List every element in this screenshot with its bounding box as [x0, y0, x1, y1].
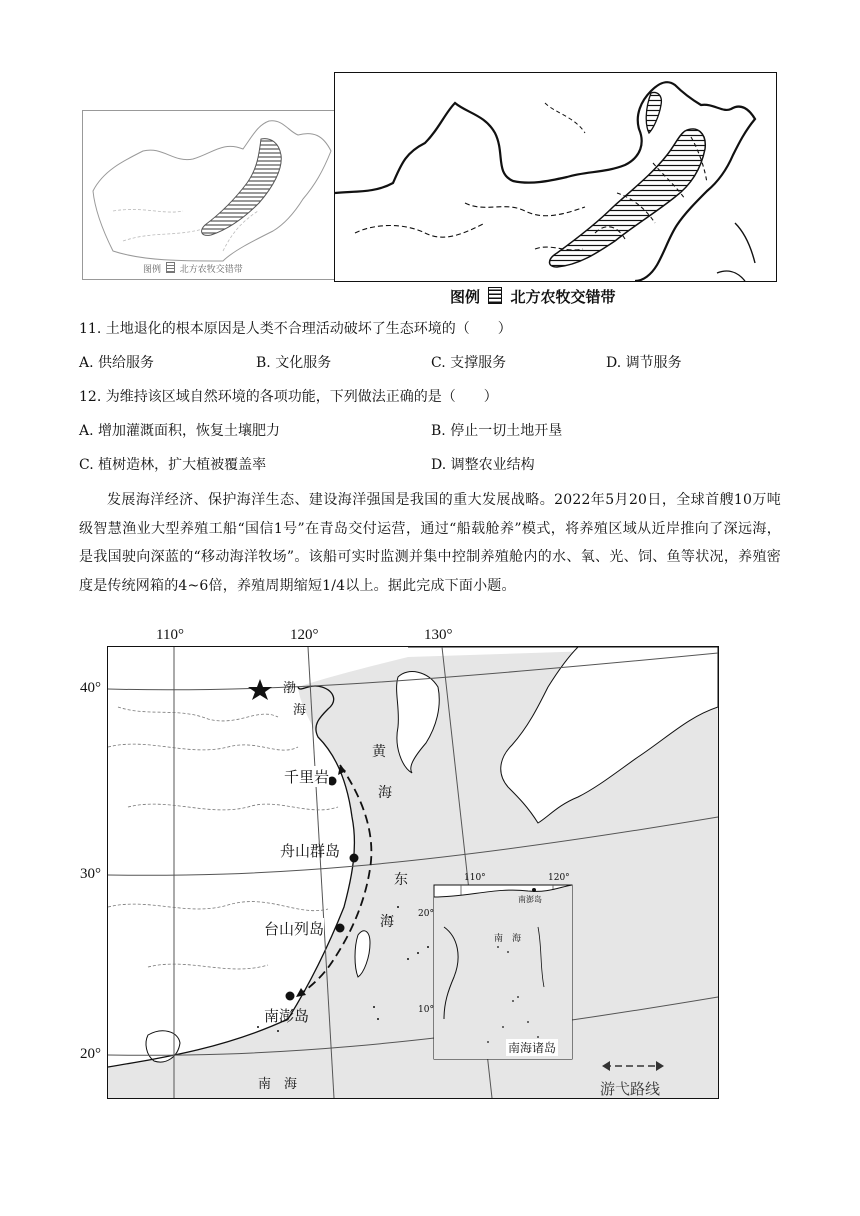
lat-30: 30° — [80, 866, 101, 882]
zhoushan-label: 舟山群岛 — [280, 842, 341, 860]
q11-option-b: B. 文化服务 — [256, 355, 332, 371]
small-map-legend — [143, 262, 243, 275]
huanghai-label-2: 海 — [378, 785, 392, 801]
question-stem: 为维持该区域自然环境的各项功能，下列做法正确的是（ ） — [105, 389, 498, 405]
sea-map-figure — [108, 647, 718, 1098]
small-map-figure — [83, 111, 345, 279]
q12-option-d: D. 调整农业结构 — [431, 457, 535, 473]
taishan-dot — [336, 924, 345, 933]
lon-130: 130° — [424, 627, 453, 643]
passage: 发展海洋经济、保护海洋生态、建设海洋强国是我国的重大发展战略。2022年5月20日，全球首艘10万吨级智慧渔业大型养殖工船“国信1号”在青岛交付运营，通过“船载舱养”模式，将养殖区域从近岸推向了深远海，是我国驶向深蓝的“移动海洋牧场”。该船可实时监测并集中控制养殖舱内的水、氧、光、饲、鱼等状况，养殖密度是传统网箱的4~6倍，养殖周期缩短1/4以上。据此完成下面小题。 — [79, 492, 781, 594]
big-legend-item: 北方农牧交错带 — [510, 288, 616, 306]
big-map-figure — [335, 73, 776, 281]
small-legend-label: 图例 — [143, 265, 162, 275]
question-number: 12. — [79, 389, 102, 405]
inset-sea-label: 南 海 — [494, 934, 522, 944]
q12-option-b: B. 停止一切土地开垦 — [431, 423, 563, 439]
q12-option-c: C. 植树造林，扩大植被覆盖率 — [79, 457, 267, 473]
inset-lat-20: 20° — [418, 909, 434, 919]
q11-option-a: A. 供给服务 — [79, 355, 155, 371]
q11-option-c: C. 支撑服务 — [431, 355, 507, 371]
inset-lon-120: 120° — [548, 873, 570, 883]
big-legend-label: 图例 — [450, 288, 481, 306]
small-legend-item: 北方农牧交错带 — [179, 265, 243, 275]
taishan-label: 台山列岛 — [264, 920, 325, 938]
bohai-label-2: 海 — [293, 703, 307, 718]
donghai-label-1: 东 — [394, 872, 408, 888]
qianliyan-label: 千里岩 — [284, 768, 330, 786]
lon-110: 110° — [156, 627, 184, 643]
question-12 — [79, 387, 498, 407]
inset-lon-110: 110° — [464, 873, 486, 883]
big-map-legend — [450, 286, 616, 307]
inset-lat-10: 10° — [418, 1005, 434, 1015]
route-legend-label: 游弋路线 — [600, 1080, 661, 1098]
nanhai-label: 南 海 — [258, 1077, 298, 1092]
inset-nanpeng-label: 南澎岛 — [518, 895, 542, 904]
question-11 — [79, 319, 512, 339]
bohai-label-1: 渤 — [283, 681, 297, 696]
inset-title: 南海诸岛 — [508, 1041, 557, 1055]
question-stem: 土地退化的根本原因是人类不合理活动破坏了生态环境的（ ） — [105, 321, 512, 337]
question-number: 11. — [79, 321, 102, 337]
donghai-label-2: 海 — [380, 914, 394, 930]
lon-120: 120° — [290, 627, 319, 643]
q11-option-d: D. 调节服务 — [606, 355, 682, 371]
small-map — [82, 110, 346, 280]
farming-pastoral-map — [334, 72, 777, 282]
nanpeng-label: 南澎岛 — [264, 1007, 310, 1025]
small-legend-swatch — [166, 262, 175, 273]
sea-map — [107, 646, 719, 1099]
big-legend-swatch — [488, 287, 502, 304]
lat-40: 40° — [80, 680, 101, 696]
zhoushan-dot — [350, 854, 359, 863]
lat-20: 20° — [80, 1046, 101, 1062]
huanghai-label-1: 黄 — [372, 744, 386, 760]
q12-option-a: A. 增加灌溉面积，恢复土壤肥力 — [79, 423, 281, 439]
route-legend-symbol — [600, 1058, 666, 1077]
nanpeng-dot — [286, 992, 295, 1001]
